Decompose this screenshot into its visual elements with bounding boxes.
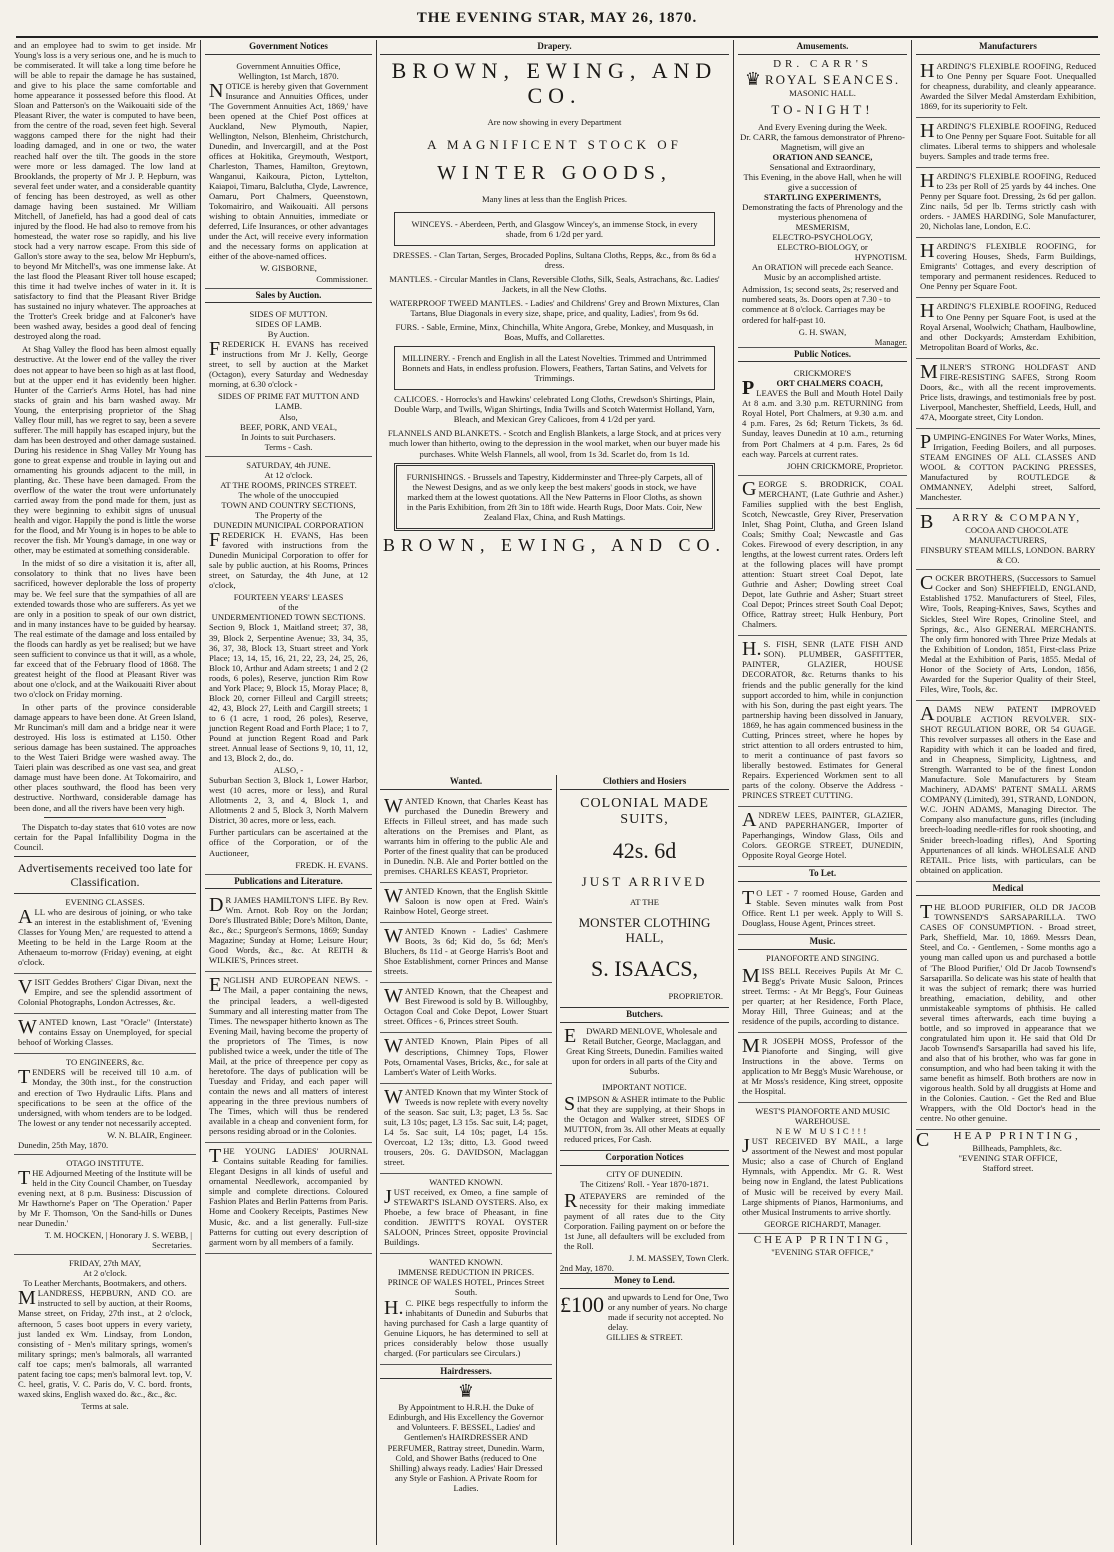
- ad-line: ELECTRO-PSYCHOLOGY,: [772, 232, 873, 243]
- column-rule: [376, 40, 377, 1545]
- ad-wanted: [380, 1033, 552, 1083]
- ad-body: THE YOUNG LADIES' JOURNAL Contains suitable Reading for families. Elegant Designs in all kinds of useful and ornamental Needlework, accompanied by simple and complete directions. Coloured Fashion Plates and Berlin Patterns from Paris. Home and Cookery Receipts, Pastimes New Music, &c. and a list generally. Full-size Patterns for cutting out every description of garment worn by all members of a family.: [209, 1145, 368, 1247]
- section-heading: To Let.: [738, 867, 907, 882]
- ad-line: Stafford street.: [982, 1163, 1034, 1174]
- ad-line: NEW MUSIC!!!: [775, 1126, 870, 1137]
- ad-signature: T. M. HOCKEN, | Honorary J. S. WEBB, | Secretaries.: [44, 1230, 192, 1251]
- ad-role: Manager.: [738, 337, 907, 348]
- ad-municipal-sale: [205, 457, 372, 875]
- ad-signature: GEORGE RICHARDT, Manager.: [764, 1218, 881, 1229]
- dispatch-note: The Dispatch to-day states that 610 votes are now certain for the Papal Infallibility Dogma in the Council.: [14, 821, 196, 852]
- item-calicoes: CALICOES. - Horrocks's and Hawkins' celebrated Long Cloths, Crewdson's Shirtings, Plain, Double Warp, and Twills, Wigan Shirtings, India Twills and Scotch Watermist Holland, Yarn, Bleach, and Mexican Grey Calicoes, from 4 1/2d per yard.: [394, 394, 715, 425]
- ad-line: FINSBURY STEAM MILLS, LONDON. BARRY & CO.: [920, 545, 1096, 566]
- ad-line: STARTLING EXPERIMENTS,: [763, 191, 881, 202]
- ad-body: HARDING'S FLEXIBLE ROOFING, Reduced to 23s per Roll of 25 yards by 44 inches. One Penny per Square foot. Dressing, 2s 6d per gallon. Zinc nails, 5d per lb. Terms strictly cash with orders. - JAMES HARDING, Sole Manufacturer, 20, Nicholas lane, London, E.C.: [920, 169, 1096, 232]
- column-rule: [200, 40, 201, 1545]
- section-heading: Government Notices: [205, 40, 372, 55]
- ad-heading: WANTED KNOWN.: [429, 1177, 503, 1188]
- column-clothiers: [560, 775, 729, 1545]
- ad-body: EDWARD MENLOVE, Wholesale and Retail Butcher, George, Maclaggan, and Great King Streets, Dunedin. Families waited upon for orders in all parts of the City and Suburbs.: [564, 1024, 723, 1077]
- ad-line: FOURTEEN YEARS' LEASES: [233, 592, 344, 603]
- ad-engineers: [14, 1054, 196, 1154]
- ad-body: ANDREW LEES, PAINTER, GLAZIER, AND PAPERHANGER, Importer of Paperhangings, Window Glass, Oils and Colors. GEORGE STREET, DUNEDIN, Opposite Royal George Hotel.: [742, 809, 903, 861]
- ad-body: and upwards to Lend for One, Two or any number of years. No charge made if security not accepted. No delay.: [608, 1291, 729, 1333]
- ad-pumping-engines: [916, 429, 1100, 509]
- ad-signature: G. H. SWAN,: [798, 326, 847, 337]
- ad-line: And Every Evening during the Week.: [758, 121, 887, 132]
- ad-heading: IMPORTANT NOTICE.: [602, 1082, 687, 1093]
- ad-milner-safes: [916, 359, 1100, 429]
- ad-signature: W. N. BLAIR, Engineer.: [107, 1129, 192, 1140]
- ad-line: Demonstrating the facts of Phrenology and the mysterious phenomena of: [742, 202, 903, 223]
- ad-mutton-auction: [205, 306, 372, 457]
- news-paragraph: In the midst of so dire a visitation it is, after all, consolatory to think that no lives have been sacrificed, however deplorable the loss of property may be. We feel sure that the sympathies of all are extended towards those who are sufferers. As yet we are only in a position to speak of our own district, and in many instances have to be guided by hearsay. The real estimate of the damage and loss entailed by the floods can hardly as yet be realised; but we have seen sufficient to convince us that it will, as a whole, far exceed that of the February flood of 1868. The greatest height of the flood at Pleasant River was about one o'clock, and at the Waikouaiti River about two o'clock on Friday morning.: [14, 558, 196, 699]
- ad-line: Dr. CARR, the famous demonstrator of Phreno-Magnetism, will give an: [740, 131, 905, 152]
- ad-body: Admission, 1s; second seats, 2s; reserved and numbered seats, 3s. Doors open at 7.30 - to commence at 8 o'clock. Carriages may be ordered for half-past 10.: [742, 284, 899, 325]
- ad-date: Dunedin, 25th May, 1870.: [18, 1139, 109, 1150]
- ad-line: TOWN AND COUNTRY SECTIONS,: [221, 499, 356, 510]
- ad-annuities: [205, 58, 372, 289]
- ad-body: ENGLISH AND EUROPEAN NEWS. - The Mail, a paper containing the news, the principal leaders, a well-digested Summary and all interesting matter from The Times. The newspaper hitherto known as The Evening Mail, having become the property of the proprietors of The Times, is now published twice a week, under the title of The Mail, at the price of threepence per copy as heretofore. The days of publication will be Tuesday and Friday, and each paper will contain the news and all matters of interest appearing in the three previous numbers of The Times, which will thus be rendered available in a cheap and convenient form, for persons residing abroad or in the Colonies.: [209, 974, 368, 1137]
- ad-line: COCOA AND CHOCOLATE MANUFACTURERS,: [965, 525, 1069, 546]
- ad-oysters: [380, 1174, 552, 1254]
- ad-publication: [205, 972, 372, 1143]
- royal-crest-icon: ♛: [744, 69, 761, 90]
- item-furnishings: FURNISHINGS. - Brussels and Tapestry, Kidderminster and Three-ply Carpets, all of the Newest Designs, and as we only keep the best makers' goods in stock, we have marked them at the lowest quotations. All the New Patterns in Floor Cloths, as shown in the Paris Exhibition, from 2ft 3in to 18ft wide. Hearth Rugs, Door Mats. Coir, New Zealand Flax, China, and Rush Mattings.: [394, 463, 715, 531]
- ad-line: Music by an accomplished artiste.: [763, 272, 882, 283]
- ad-brodrick-coal: [738, 476, 907, 637]
- ad-body: FREDERICK H. EVANS has received instructions from Mr J. Kelly, George street, to sell by auction at the Market (Octagon), every Saturday and Wednesday morning, at 6.30 o'clock -: [209, 338, 368, 390]
- section-heading: Publications and Literature.: [205, 875, 372, 890]
- ad-heading: SATURDAY, 4th JUNE.: [246, 459, 331, 470]
- ad-body: GEORGE S. BRODRICK, COAL MERCHANT, (Late Guthrie and Asher.) Families supplied with the best English, Scotch, Newcastle, Grey River, Preservation Inlet, Shag Point, Clutha, and Green Island Coals; Smithy Coal; Newcastle and Gas Cokes. Firewood of every description, in any lengths, at the lowest current rates. Orders left at the following places will have prompt attention: Stuart street Coal Depot, late Guthrie and Asher; Dowling street Coal Depot, late Guthrie and Asher; Stuart street Coal Depot; Princes street South Coal Depot; Office, Rattray street; Hulk Henbury, Port Chalmers.: [742, 477, 903, 630]
- ad-body: LEAVES the Bull and Mouth Hotel Daily At 8 a.m. and 3.30 p.m. RETURNING from Royal Hotel, Port Chalmers, at 9.30 a.m. and 4 p.m. Fares, 2s 6d; Return Tickets, 3s 6d. Sunday, leaves Dunedin at 10 a.m., returning from Port Chalmers at 4 p.m. Fares, 2s 6d each way. Parcels at current rates.: [742, 388, 903, 459]
- ad-harding-roofing: [916, 298, 1100, 358]
- section-heading: Hairdressers.: [380, 1365, 552, 1380]
- column-rule: [911, 40, 912, 1545]
- ad-heading: Government Annuities Office,: [236, 60, 341, 71]
- ad-evening-classes: [14, 894, 196, 974]
- ad-line: ALSO, -: [273, 765, 304, 776]
- ad-signature: W. GISBORNE,: [260, 263, 317, 274]
- section-heading: Money to Lend.: [560, 1273, 729, 1289]
- ad-heading: OTAGO INSTITUTE.: [66, 1157, 144, 1168]
- ad-body: MISS BELL Receives Pupils At Mr C. Begg's Private Music Saloon, Princes street. Terms: - At Mr Begg's, Four Guineas per quarter; at her Residence, Forth Place, Moray Hill, Three Guineas; and at the residence of the pupils, according to distance.: [742, 964, 903, 1026]
- ad-body: WANTED known, Last "Oracle" (Interstate) contains Essay on Unemployed, for special behoof of Working Classes.: [18, 1016, 192, 1048]
- ad-line: SIDES OF PRIME FAT MUTTON AND LAMB.: [217, 391, 360, 412]
- ad-body: TO LET - 7 roomed House, Garden and Stable. Seven minutes walk from Post Office. Rent L1 per week. Apply to Will S. Douglass, House Agent, Princes street.: [742, 886, 903, 928]
- ad-body: DR JAMES HAMILTON'S LIFE. By Rev. Wm. Arnot. Rob Roy on the Jordan; Dore's Illustrated Bible; Dore's Milton, Dante, &c., &c.; Spurgeon's Sermons, 1869; Sunday Magazine; Sunday at Home; Leisure Hour; Good Words, &c., &c. At REITH & WILKIE'S, Princes street.: [209, 894, 368, 966]
- ad-body: H.C. PIKE begs respectfully to inform the inhabitants of Dunedin and Suburbs that having purchased for Cash a large quantity of Genuine Liquors, he has determined to sell at prices considerably below those usually charged. (For particulars see Circulars.): [384, 1296, 548, 1358]
- ad-body: JUST received, ex Omeo, a fine sample of STEWART'S ISLAND OYSTERS. Also, ex Phoebe, a few brace of Pheasant, in fine condition. JEWITT'S ROYAL OYSTER SALOON, Princes Street, opposite Provincial Buildings.: [384, 1186, 548, 1248]
- ad-joseph-moss: [738, 1033, 907, 1103]
- ad-line: A MAGNIFICENT STOCK OF: [427, 137, 682, 153]
- ad-body: PUMPING-ENGINES For Water Works, Mines, Irrigation, Feeding Boilers, and all purposes. STEAM ENGINES OF ALL CLASSES AND WOOL & COTTON PACKING PRESSES, Manufactured by ROUTLEDGE & OMMANNEY, Adelphi street, Salford, Manchester.: [920, 430, 1096, 503]
- item-dresses: DRESSES. - Clan Tartan, Serges, Brocaded Poplins, Sultana Cloths, Repps, &c., from 8s 6d a dress.: [392, 249, 717, 270]
- ad-line: The whole of the unoccupied: [238, 489, 339, 500]
- ad-body: THE BLOOD PURIFIER, OLD DR JACOB TOWNSEND'S SARSAPARILLA. TWO CASES OF CONSUMPTION. - Broad street, Park, Sheffield, Mar. 10, 1869. Messrs Dean, Steel, and Co. - Gentlemen, - Some months ago a young man called upon us and purchased a bottle of 'The Blood Purifier,' Old Dr Jacob Townsend's Sarsaparilla. So delicate was his state of health that it was the subject of remark; there was hurried breathing, emaciation, debility, and other unmistakeable symptoms of phthisis. He called several times afterwards, each time buying a bottle, and so improved in appearance that we congratulated him upon it. He said that Old Dr Jacob Townsend's Sarsaparilla had saved his life, and also that of his brother, who was far gone in consumption, and who had been taking it with the same benefit as himself. Both brothers are now in vigorous health. Sold by all druggists at Home and in the Colonies. Caution. - Get the Red and Blue Wrappers, with the Old Doctor's head in the centre. No other genuine.: [920, 901, 1096, 1124]
- ad-body: Suburban Section 3, Block 1, Lower Harbor, west (10 acres, more or less), and Rural Allotments 2, 3, and 4, Block 1, and Allotments 2 and 5, Block 3, North Malvern District, 30 acres, more or less, each.: [209, 775, 368, 826]
- item-winceys: WINCEYS. - Aberdeen, Perth, and Glasgow Wincey's, an immense Stock, in every shade, from 6 1/2d per yard.: [394, 212, 715, 246]
- ad-line: TO-NIGHT!: [771, 102, 874, 118]
- item-millinery: MILLINERY. - French and English in all the Latest Novelties. Trimmed and Untrimmed Bonnets and Hats, in endless profusion. Flowers, Feathers, Tartan Satins, and Velvets for Trimmings.: [394, 346, 715, 390]
- ad-headline: ROYAL SEANCES.: [764, 71, 901, 87]
- ad-fish-plumber: [738, 636, 907, 807]
- ad-line: The Property of the: [254, 509, 323, 520]
- ad-headline: COLONIAL MADE SUITS,: [580, 795, 709, 827]
- ad-line: Sensational and Extraordinary,: [769, 161, 876, 172]
- ad-heading: TO ENGINEERS, &c.: [65, 1057, 145, 1068]
- ad-body: WANTED Known that my Winter Stock of Tweeds is now replete with every novelty of the season. Sac suit, L3; paget, L3 5s. Sac suit, L3 10s; paget, L3 15s. Sac suit, L4; paget, L4 5s. Sac suit, L4 10s; paget, L4 15s. Overcoat, L2 13s; ditto, L3. Good tweed trousers, 20s. G. DAVIDSON, Maclaggan street.: [384, 1085, 548, 1167]
- ad-miss-bell: [738, 963, 907, 1033]
- ad-wests-music: [738, 1103, 907, 1234]
- late-ads-heading: Advertisements received too late for Classification.: [14, 857, 196, 894]
- ad-publication: [205, 1143, 372, 1253]
- ad-signature: J. M. MASSEY, Town Clerk.: [628, 1253, 729, 1264]
- ad-headline: CHEAP PRINTING,: [753, 1233, 892, 1246]
- ad-line: BEEF, PORK, AND VEAL,: [239, 421, 338, 432]
- ad-body: HARDING'S FLEXIBLE ROOFING, for covering Houses, Sheds, Farm Buildings, Emigrants' Cottages, and every description of temporary and permanent residences. Reduced to One Penny per Square Foot.: [920, 240, 1096, 292]
- ad-line: Also,: [279, 411, 298, 422]
- section-heading: Wanted.: [380, 775, 552, 790]
- ad-body: SIMPSON & ASHER intimate to the Public that they are supplying, at their Shops in the Octagon and Walker street, SIDES OF MUTTON, from 3s. All other Meats at equally reduced prices, For Cash.: [564, 1093, 725, 1145]
- column-news: [14, 40, 196, 1545]
- ad-wanted: [380, 1084, 552, 1174]
- ad-body: Further particulars can be ascertained at the office of the Corporation, or of the Auctioneer,: [209, 827, 368, 858]
- ad-body: By Appointment to H.R.H. the Duke of Edinburgh, and His Excellency the Governor and Volunteers. F. BESSEL, Ladies' and Gentlemen's HAIRDRESSER AND PERFUMER, Rattray street, Dunedin. Warm, Cold, and Shower Baths (reduced to One Shilling) always ready. Ladies' Hair Dressed any Style or Fashion. A Private Room for Ladies.: [387, 1402, 545, 1493]
- ad-harding-roofing: [916, 168, 1100, 238]
- ad-line: "EVENING STAR OFFICE,: [958, 1153, 1058, 1164]
- ad-body: ADAMS NEW PATENT IMPROVED DOUBLE ACTION REVOLVER. SIX-SHOT REGULATION BORE, OR 54 GUAGE. This revolver surpasses all others in the Ease and Rapidity with which it can be loaded and fired, and in Cheapness, Simplicity, Lightness, and Strength. Warranted to be of the finest London Manufacture. Sole Manufacturers by Steam Machinery, ADAMS' PATENT SMALL ARMS COMPANY (Limited), 391, STRAND, LONDON, W.C. JOHN ADAMS, Managing Director. The Company also manufacture guns, rifles (including breech-loading needle-rifles for rook shooting, and Snider breech-loading rifles), And Sporting Appurtenances of all kinds. WHOLESALE AND RETAIL. Price lists, with particulars, can be obtained on application.: [920, 702, 1096, 875]
- ad-body: WANTED Known, that the English Skittle Saloon is now open at Fred. Wain's Rainbow Hotel, George street.: [384, 884, 548, 916]
- ad-body: FREDERICK H. EVANS, Has been favored with instructions from the Dunedin Municipal Corporation to offer for sale by public auction, at his Rooms, Princes street, on Saturday, the 4th June, at 12 o'clock,: [209, 529, 368, 591]
- column-rule: [556, 775, 557, 1545]
- ad-body: VISIT Geddes Brothers' Cigar Divan, next the Empire, and see the splendid assortment of Colonial Photographs, London Actresses, &c.: [18, 976, 192, 1008]
- ad-line: MASONIC HALL.: [789, 88, 856, 99]
- news-paragraph: and an employee had to swim to get inside. Mr Young's loss is a very serious one, and he is much to be commiserated. It will take a long time before he will be able to repair the damage he has sustained, and give to his place the same comfortable and home appearance it possessed before this flood. At Sloan and Patterson's on the Waikouaiti side of the Pleasant River, the water is computed to have been, from the centre of the road, seven feet high. Several waggons camped there for the night had their loading damaged, and in one or two, the water reached half over the tilt. The goods in the store were more or less damaged. The low land at Brooklands, the property of Mr J. P. Hepburn, was several feet under water, and a considerable quantity of fencing has been destroyed, as well as other damage having been sustained. Mr William Mitchell, of Janefield, has had a good deal of cats injured by the flood. He had also to remove from his homestead, the water rose so rapidly, and his live stock had a very narrow escape. From this side of Gallon's store away to the sea, below Mr Hepburn's, to beyond Mr Mitchell's, was one immense lake. At the last flood the Pleasant River toll house escaped; this time it had twelve inches of water in it. It is satisfactory to find that the Pleasant River Bridge has sustained no injury whatever. The approaches at the Trotter's Creek bridge and at Falconer's have been washed away, besides a good deal of fencing destroyed along the road.: [14, 40, 196, 342]
- ad-body: TENDERS will be received till 10 a.m. of Monday, the 30th inst., for the construction and erection of Two Hydraulic Lifts. Plans and specifications to be seen at the office of the undersigned, with whom tenders are to be lodged. The lowest or any tender not necessarily accepted.: [18, 1066, 192, 1128]
- ad-body: THE Adjourned Meeting of the Institute will be held in the City Council Chamber, on Tuesday evening next, at 8 p.m. Business: Discussion of Mr Hawthorne's Paper on 'The Operation.' Paper by Mr F. Thomson, 'On the Sand-hills or Dunes near Dunedin.': [18, 1166, 192, 1229]
- column-notices: [205, 40, 372, 1545]
- ad-role: Commissioner.: [316, 273, 368, 284]
- ad-otago-institute: [14, 1155, 196, 1255]
- ad-body: H.S. FISH, SENR (LATE FISH AND SON). PLUMBER, GASFITTER, PAINTER, GLAZIER, HOUSE DECORATOR, &c. Returns thanks to his friends and the public generally for the kind support accorded to him, while in conjunction with his Son, during the past eight years. The partnership having been dissolved in January, 1869, he has again commenced business in the Cutting, Princes street, where he hopes by strict attention to all orders entrusted to him, to merit a continuance of past favors so liberally bestowed. Estimates for General Repairs. Experienced Workmen sent to all parts of the colony. Observe the Address - PRINCES STREET CUTTING.: [742, 638, 903, 801]
- section-heading: Music.: [738, 935, 907, 950]
- ad-line: HYPNOTISM.: [854, 252, 907, 263]
- ad-body: HARDING'S FLEXIBLE ROOFING, Reduced to One Penny per Square Foot. Unequalled for cheapness, durability, and cleanly appearance. Awarded the Silver Medal Amsterdam Exhibition, 1869, for its superiority to Felt.: [920, 59, 1096, 111]
- ad-lees-painter: [738, 807, 907, 867]
- ad-amount: £100: [560, 1291, 604, 1317]
- section-heading: Manufacturers: [916, 40, 1100, 55]
- ad-headline: PORT CHALMERS COACH,: [742, 377, 883, 400]
- ad-line: of the: [278, 602, 299, 613]
- ad-body: HARDING'S FLEXIBLE ROOFING, Reduced to One Penny per Square Foot, is used at the Royal Arsenal, Woolwich; Chatham, Haulbowline, and other Dockyards; Amsterdam Exhibition, Metropolitan Board of Works, &c.: [920, 300, 1096, 352]
- ad-blood-purifier: [916, 899, 1100, 1130]
- ad-price: 42s. 6d: [612, 838, 677, 864]
- ad-line: IMMENSE REDUCTION IN PRICES.: [397, 1267, 535, 1278]
- ad-line: The Citizens' Roll. - Year 1870-1871.: [580, 1179, 709, 1190]
- section-heading: Drapery.: [380, 40, 729, 55]
- ad-body: ALL who are desirous of joining, or who take an interest in the establishment of, 'Evening Classes for Young Men,' are requested to attend a Meeting to be held in the Large Room at the Athenaeum to-morrow (Friday) evening, at eight o'clock.: [18, 905, 192, 968]
- ad-line: Many lines at less than the English Prices.: [481, 193, 628, 204]
- ad-body: WANTED Known, that the Cheapest and Best Firewood is sold by B. Willoughby, Octagon Coal and Coke Depot, Lower Stuart street. Offices - 6, Princes street South.: [384, 985, 548, 1027]
- ad-headline: DR. CARR'S: [773, 57, 872, 70]
- column-wanted: [380, 775, 552, 1545]
- ad-headline: BARRY & COMPANY,: [920, 511, 1082, 534]
- news-paragraph: In other parts of the province considerable damage appears to have been done. At Green Island, Mr Runciman's mill dam and a bridge near it were destroyed. His loss is estimated at L150. Other serious damage has been sustained. The approaches to the West Taieri Bridge were washed away. The Taieri plain was described as one vast sea, and great damage must have been done. At Tokomairiro, and other places southward, the flood has been very destructive. Northward, considerable damage has been done, and all the rivers have been very high.: [14, 702, 196, 813]
- ad-line: ELECTRO-BIOLOGY, or: [777, 242, 868, 253]
- ad-body: RATEPAYERS are reminded of the necessity for their making immediate payment of all rates due to the City Corporation. Failing payment on or before the 1st June, all defaulters will be excluded from the Roll.: [564, 1190, 725, 1252]
- ad-wanted: [380, 793, 552, 883]
- ad-heading: CRICKMORE'S: [793, 368, 852, 379]
- column-amusements: [738, 40, 907, 1545]
- ad-heading: WEST'S PIANOFORTE AND MUSIC WAREHOUSE.: [755, 1106, 890, 1127]
- item-mantles: MANTLES. - Circular Mantles in Clans, Reversible Cloths, Silk, Seals, Astrachans, &c. Ladies' Jackets, in all the New Cloths.: [389, 273, 720, 294]
- ad-heading: SIDES OF MUTTON.: [249, 309, 328, 320]
- ad-line: ORATION AND SEANCE,: [772, 151, 873, 162]
- ad-terms: Terms at sale.: [81, 1400, 129, 1411]
- ad-signature: GILLIES & STREET.: [606, 1332, 683, 1343]
- ad-line: DUNEDIN MUNICIPAL CORPORATION: [213, 520, 364, 530]
- masthead-rule: [16, 36, 1098, 38]
- ad-wanted: [380, 883, 552, 923]
- ad-line: PRINCE OF WALES HOTEL, Princes Street South.: [387, 1277, 545, 1298]
- ad-terms: Terms - Cash.: [264, 441, 313, 452]
- ad-signature: FREDK. H. EVANS.: [295, 859, 368, 870]
- firm-name: BROWN, EWING, AND CO.: [383, 534, 726, 555]
- ad-prince-of-wales: [380, 1254, 552, 1364]
- ad-heading: FRIDAY, 27th MAY,: [68, 1258, 142, 1269]
- ad-harding-roofing: [916, 118, 1100, 168]
- royal-crest-icon: ♛: [457, 1381, 475, 1402]
- news-paragraph: At Shag Valley the flood has been almost equally destructive. At the lower end of the valley the river does not appear to have been so high as at last flood, but at the upper end it has evidently been higher. Hunter of the Carrier's Arms Hotel, has had nine stacks of grain and his barn washed away. Mr Young, the enterprising proprietor of the Shag Valley flour mill, has we regret to say, been a severe sufferer. The mill happily has escaped injury, but the dam has been destroyed and other damage sustained. During his residence in Shag Valley Mr Young has gone to great expense and trouble in laying out and ornamenting his grounds adjacent to the mill, in planting, &c. These have been damaged. From the overflow of the water the trout were unfortunately carried away from the pond made for them, just as they were beginning to exhibit signs of unusual health and vigor. Happily the pond is little the worse for the flood, and Mr Young is in hopes to be able to recover the fish. Mr Young's damage, in one way or other, may be estimated at something considerable.: [14, 344, 196, 556]
- section-heading: Medical: [916, 882, 1100, 897]
- ad-friday-sale: [14, 1255, 196, 1415]
- ad-harding-roofing: [916, 238, 1100, 298]
- ad-line: UNDERMENTIONED TOWN SECTIONS.: [211, 612, 366, 623]
- ad-line: This Evening, in the above Hall, when he will give a succession of: [743, 171, 902, 192]
- ad-body: COCKER BROTHERS, (Successors to Samuel Cocker and Son) SHEFFIELD, ENGLAND, Established 1752. Manufacturers of Steel, Files, Wire, Tools, Reaping-Knives, Saws, Scythes and Sickles, Steel Wire Ropes, Crinoline Steel, and Springs, &c., Also GENERAL MERCHANTS. The only firm honored with Three Prize Medals at the Exhibition of London, 1851, First-class Prize Medal at the Exhibition of Paris, 1855. Medal of Honor of the Society of Arts, London, 1856, Awarded for the Superior Quality of their Steel, Files, Wire, Tools, &c.: [920, 572, 1096, 694]
- ad-body: MILNER'S STRONG HOLDFAST AND FIRE-RESISTING SAFES, Strong Room Doors, &c., with all the recent improvements. Price lists, drawings, and testimonials free by post. Liverpool, Manchester, Sheffield, Leeds, Hull, and 47A, Moorgate street, City London.: [920, 360, 1096, 422]
- item-flannels: FLANNELS AND BLANKETS. - Scotch and English Blankets, a large Stock, and at prices very much lower than hitherto, owing to the depression in the wool market, when our buyer made his purchases. White Welsh Flannels, all wool, from 1s 3d. Scarlet do, from 1s 1d.: [387, 428, 722, 459]
- ad-line: An ORATION will precede each Seance.: [751, 262, 894, 273]
- ad-line: "EVENING STAR OFFICE,": [771, 1246, 874, 1257]
- ad-subheading: At 12 o'clock.: [264, 469, 313, 480]
- ad-line: In Joints to suit Purchasers.: [241, 431, 336, 442]
- ad-cocker-brothers: [916, 570, 1100, 701]
- ad-line: MESMERISM,: [795, 222, 850, 233]
- ad-body: WANTED Known, Plain Pipes of all descriptions, Chimney Tops, Flower Pots, Ornamental Vases, Bricks, &c., for sale at Lambert's Water of Leith Works.: [384, 1035, 548, 1077]
- ad-line: S. ISAACS,: [591, 955, 698, 981]
- section-heading: Corporation Notices: [560, 1150, 729, 1166]
- ad-oracle: [14, 1014, 196, 1054]
- column-drapery: [380, 40, 729, 775]
- ad-date: Wellington, 1st March, 1870.: [238, 70, 339, 81]
- ad-date: 2nd May, 1870.: [560, 1263, 614, 1274]
- section-heading: Sales by Auction.: [205, 289, 372, 304]
- ad-line: JUST ARRIVED: [581, 874, 708, 889]
- ad-body: HARDING'S FLEXIBLE ROOFING, Reduced to One Penny per Square Foot. Suitable for all climates. Liberal terms to shippers and wholesale buyers. Samples and trade terms free.: [920, 119, 1096, 161]
- ad-line: Billheads, Pamphlets, &c.: [972, 1143, 1062, 1154]
- item-waterproof: WATERPROOF TWEED MANTLES. - Ladies' and Childrens' Grey and Brown Mixtures, Clan Tartans, Blue Diagonals in every size, shape, price, and quality, Ladies', from 9s 6d.: [389, 297, 720, 318]
- ad-harding-roofing: [916, 58, 1100, 118]
- ad-heading: WANTED KNOWN.: [429, 1257, 503, 1268]
- ad-heading: SIDES OF LAMB.: [255, 319, 322, 330]
- ad-section-list: Section 9, Block 1, Maitland street; 37, 38, 39, Block 2, Serpentine Avenue; 33, 34, 35, 36, 37, 38, Block 13, Stuart street and York Place; 13, 14, 15, 16, 21, 22, 23, 24, 25, 26, Block 10, Arthur and Adam streets; 1 and 2 (2 roods, 6 poles), Reserve, junction Rim Row and York Place; 9, Block 15, Moray Place; 8, Block 20, corner Filleul and Cargill streets; 42, 43, Block 27, Leith and Cargill streets; 1 to 6 (1 acre, 1 rood, 26 poles), Reserve, junction Regent Road and Forth Place; 1 to 7, Pound at junction Regent Road and Park street. Annual lease of Sections 9, 10, 11, 12, and 13, Block 2, do., do.: [209, 622, 368, 764]
- ad-signature: JOHN CRICKMORE, Proprietor.: [786, 460, 903, 471]
- section-heading: Public Notices.: [738, 348, 907, 363]
- ad-publication: [205, 892, 372, 972]
- ad-body: JUST RECEIVED BY MAIL, a large assortment of the Newest and most popular Music; also a case of Church of England Hymnals, with Appendix. Mr G. R. West being now in England, the latest Publications of Music will be received by every Mail. Large shipments of Pianos, Harmoniums, and other Musical Instruments to arrive shortly.: [742, 1135, 903, 1217]
- ad-subheading: By Auction.: [267, 329, 310, 340]
- ad-body: WANTED Known, that Charles Keast has purchased the Dunedin Brewery and Effects in Filleul street, and has made such alterations on the Premises and Plant, as warrants him in offering to the public Ale and Porter of the finest quality that can be produced in Dunedin. N.B. Ale and Porter bottled on the premises. CHARLES KEAST, Proprietor.: [384, 794, 548, 876]
- ad-crickmore-coach: [738, 365, 907, 475]
- column-rule: [733, 40, 734, 1545]
- ad-barry-cocoa: [916, 509, 1100, 570]
- ad-heading: PIANOFORTE AND SINGING.: [766, 952, 879, 963]
- item-furs: FURS. - Sable, Ermine, Minx, Chinchilla, White Angora, Grebe, Monkey, and Musquash, in Boas, Muffs, and Collarettes.: [395, 322, 714, 343]
- ad-wanted: [380, 923, 552, 983]
- ad-subheading: At 2 o'clock.: [83, 1268, 127, 1279]
- ad-line: AT THE ROOMS, PRINCES STREET.: [220, 479, 357, 490]
- ad-line: Are now showing in every Department: [487, 116, 622, 127]
- ad-line: MONSTER CLOTHING HALL,: [578, 915, 711, 946]
- section-heading: Clothiers and Hosiers: [560, 775, 729, 790]
- ad-line: PROPRIETOR.: [668, 991, 723, 1002]
- ad-body: MR JOSEPH MOSS, Professor of the Pianoforte and Singing, will give Instructions in the above. Terms on application to Mr Begg's Music Warehouse, or at Mr Moss's residence, King street, opposite the Hospital.: [742, 1034, 903, 1097]
- ad-heading: EVENING CLASSES.: [65, 896, 145, 907]
- column-manufacturers: [916, 40, 1100, 1545]
- ad-heading: CITY OF DUNEDIN.: [606, 1168, 683, 1179]
- ad-adams-revolver: [916, 701, 1100, 882]
- ad-body: MLANDRESS, HEPBURN, AND CO. are instructed to sell by auction, at their Rooms, Manse street, on Friday, 27th inst., at 2 o'clock, afternoon, 5 cases boot uppers in every variety, just landed ex Wm. Lindsay, from London, consisting of - Men's military springs, women's military springs; men's balmorals, all warranted calf toe caps; men's balmorals, all warranted patent facing toe caps; men's balmoral levt. top, V. C. heel, gratis, V. C. Paris do, V. C. bord. fronts, waxed skins, English waxed do. &c., &c., &c.: [18, 1287, 192, 1399]
- ad-headline: CHEAP PRINTING,: [916, 1129, 1081, 1152]
- firm-name: BROWN, EWING, AND CO.: [391, 57, 718, 109]
- masthead: THE EVENING STAR, MAY 26, 1870.: [416, 10, 698, 26]
- ad-wanted: [380, 983, 552, 1033]
- ad-body: WANTED Known - Ladies' Cashmere Boots, 3s 6d; Kid do, 5s 6d; Men's Bluchers, 8s 11d - at George Harris's Boot and Shoe Establishment, corner Princes and Manse streets.: [384, 925, 548, 977]
- section-heading: Amusements.: [738, 40, 907, 55]
- ad-lead: To Leather Merchants, Bootmakers, and others.: [23, 1278, 187, 1289]
- ad-line: AT THE: [629, 897, 660, 908]
- section-heading: Butchers.: [560, 1007, 729, 1023]
- ad-to-let: [738, 885, 907, 935]
- ad-body: NOTICE is hereby given that Government Insurance and Annuities Offices, under 'The Government Annuities Act, 1869,' have been opened at the Chief Post offices at Auckland, New Plymouth, Napier, Wellington, Nelson, Blenheim, Christchurch, Dunedin, and Invercargill, and at the Post offices at Hokitika, Greymouth, Westport, Charleston, Thames, Hamilton, Greytown, Wanganui, Kaikoura, Picton, Lyttelton, Kaiapoi, Timaru, Balclutha, Clyde, Lawrence, Oamaru, Port Chalmers, Queenstown, Tokomairiro, and Waikouaiti. All persons wishing to obtain Annuities, immediate or deferred, Life Insurances, or other advantages under the Act, will receive every information and the necessary forms on application at either of the above-named offices.: [209, 79, 368, 262]
- ad-cigar-divan: [14, 974, 196, 1014]
- ad-headline: WINTER GOODS,: [437, 162, 672, 185]
